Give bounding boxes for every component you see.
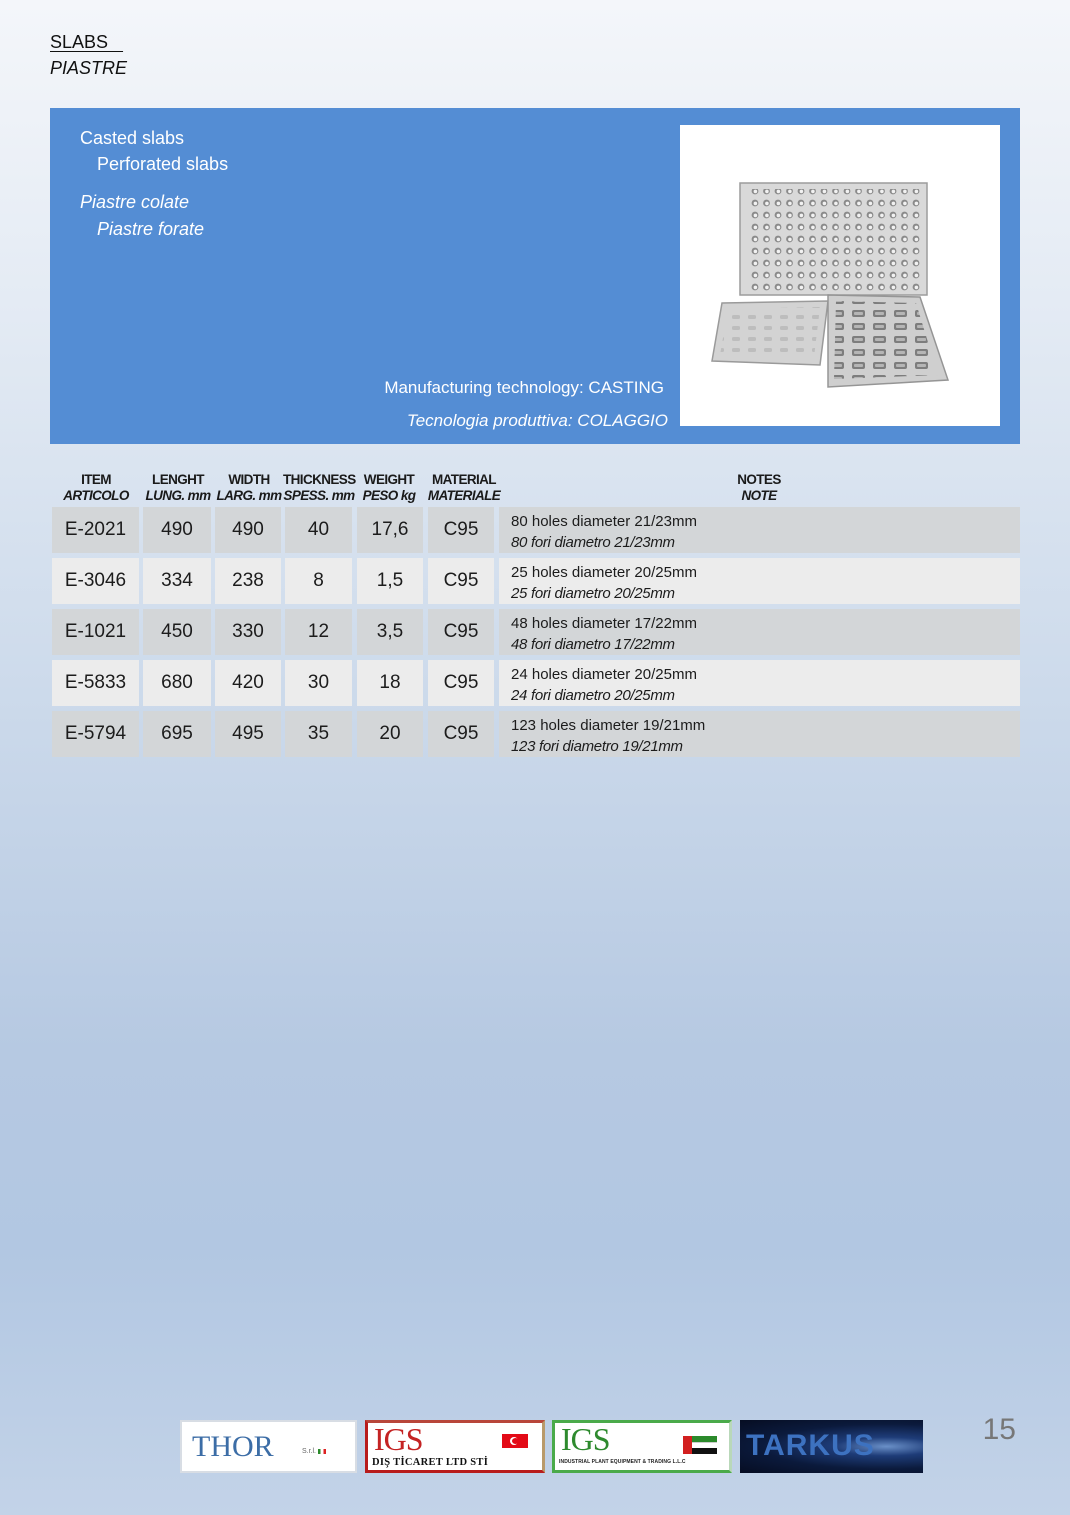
header-material: MATERIAL MATERIALE: [427, 472, 501, 503]
cell-length: 334: [143, 558, 211, 604]
header-thickness: THICKNESS SPESS. mm: [283, 472, 356, 503]
category-it: Piastre colate: [80, 192, 190, 212]
table-row: [52, 507, 1020, 558]
cell-notes: 48 holes diameter 17/22mm 48 fori diametro 17/22mm: [499, 609, 1020, 655]
table-row: [52, 660, 1020, 711]
igs-turkey-logo: IGS DIŞ TİCARET LTD STİ: [365, 1420, 545, 1473]
cell-item: E-1021: [52, 609, 139, 655]
cell-material: C95: [428, 711, 494, 757]
cell-length: 695: [143, 711, 211, 757]
cell-notes: 24 holes diameter 20/25mm 24 fori diametro 20/25mm: [499, 660, 1020, 706]
category-en: Casted slabs: [80, 128, 185, 148]
uae-flag-icon: [683, 1436, 717, 1454]
technology-en: Manufacturing technology: CASTING: [384, 378, 664, 397]
table-row: [52, 558, 1020, 609]
subcategory-en: Perforated slabs: [97, 154, 229, 174]
header-width: WIDTH LARG. mm: [216, 472, 282, 503]
cell-weight: 3,5: [357, 609, 423, 655]
igs-uae-logo: IGS INDUSTRIAL PLANT EQUIPMENT & TRADING L.L.C: [552, 1420, 732, 1473]
page-title: [50, 32, 127, 79]
cell-item: E-2021: [52, 507, 139, 553]
cell-length: 490: [143, 507, 211, 553]
cell-thickness: 40: [285, 507, 352, 553]
cell-length: 680: [143, 660, 211, 706]
header-item: ITEM ARTICOLO: [63, 472, 129, 503]
cell-weight: 20: [357, 711, 423, 757]
title-italian: PIASTRE: [50, 58, 128, 78]
table-row: [52, 609, 1020, 660]
cell-width: 238: [215, 558, 281, 604]
page-number: 15: [982, 1413, 1016, 1446]
cell-material: C95: [428, 558, 494, 604]
cell-notes: 25 holes diameter 20/25mm 25 fori diametro 20/25mm: [499, 558, 1020, 604]
thor-logo: THOR S.r.l.: [180, 1420, 357, 1473]
cell-item: E-3046: [52, 558, 139, 604]
product-image: [680, 125, 1000, 426]
cell-material: C95: [428, 660, 494, 706]
cell-item: E-5833: [52, 660, 139, 706]
technology-it: Tecnologia produttiva: COLAGGIO: [406, 411, 668, 430]
cell-thickness: 12: [285, 609, 352, 655]
cell-notes: 80 holes diameter 21/23mm 80 fori diametro 21/23mm: [499, 507, 1020, 553]
header-notes: NOTES NOTE: [737, 472, 781, 503]
turkey-flag-icon: [502, 1434, 528, 1448]
italy-flag-icon: [318, 1449, 326, 1454]
cell-length: 450: [143, 609, 211, 655]
cell-material: C95: [428, 507, 494, 553]
cell-width: 420: [215, 660, 281, 706]
cell-thickness: 8: [285, 558, 352, 604]
cell-width: 490: [215, 507, 281, 553]
cell-item: E-5794: [52, 711, 139, 757]
tarkus-logo: TARKUS: [740, 1420, 923, 1473]
cell-weight: 17,6: [357, 507, 423, 553]
cell-notes: 123 holes diameter 19/21mm 123 fori diametro 19/21mm: [499, 711, 1020, 757]
header-length: LENGHT LUNG. mm: [145, 472, 211, 503]
subcategory-it: Piastre forate: [97, 219, 205, 239]
cell-weight: 1,5: [357, 558, 423, 604]
header-weight: WEIGHT PESO kg: [362, 472, 416, 503]
table-header: [52, 472, 1020, 506]
cell-material: C95: [428, 609, 494, 655]
table-row: [52, 711, 1020, 762]
slabs-table: [52, 507, 1020, 762]
cell-width: 495: [215, 711, 281, 757]
cell-thickness: 35: [285, 711, 352, 757]
cell-thickness: 30: [285, 660, 352, 706]
cell-weight: 18: [357, 660, 423, 706]
cell-width: 330: [215, 609, 281, 655]
title-english: SLABS: [50, 32, 124, 52]
product-banner: [50, 108, 1020, 444]
